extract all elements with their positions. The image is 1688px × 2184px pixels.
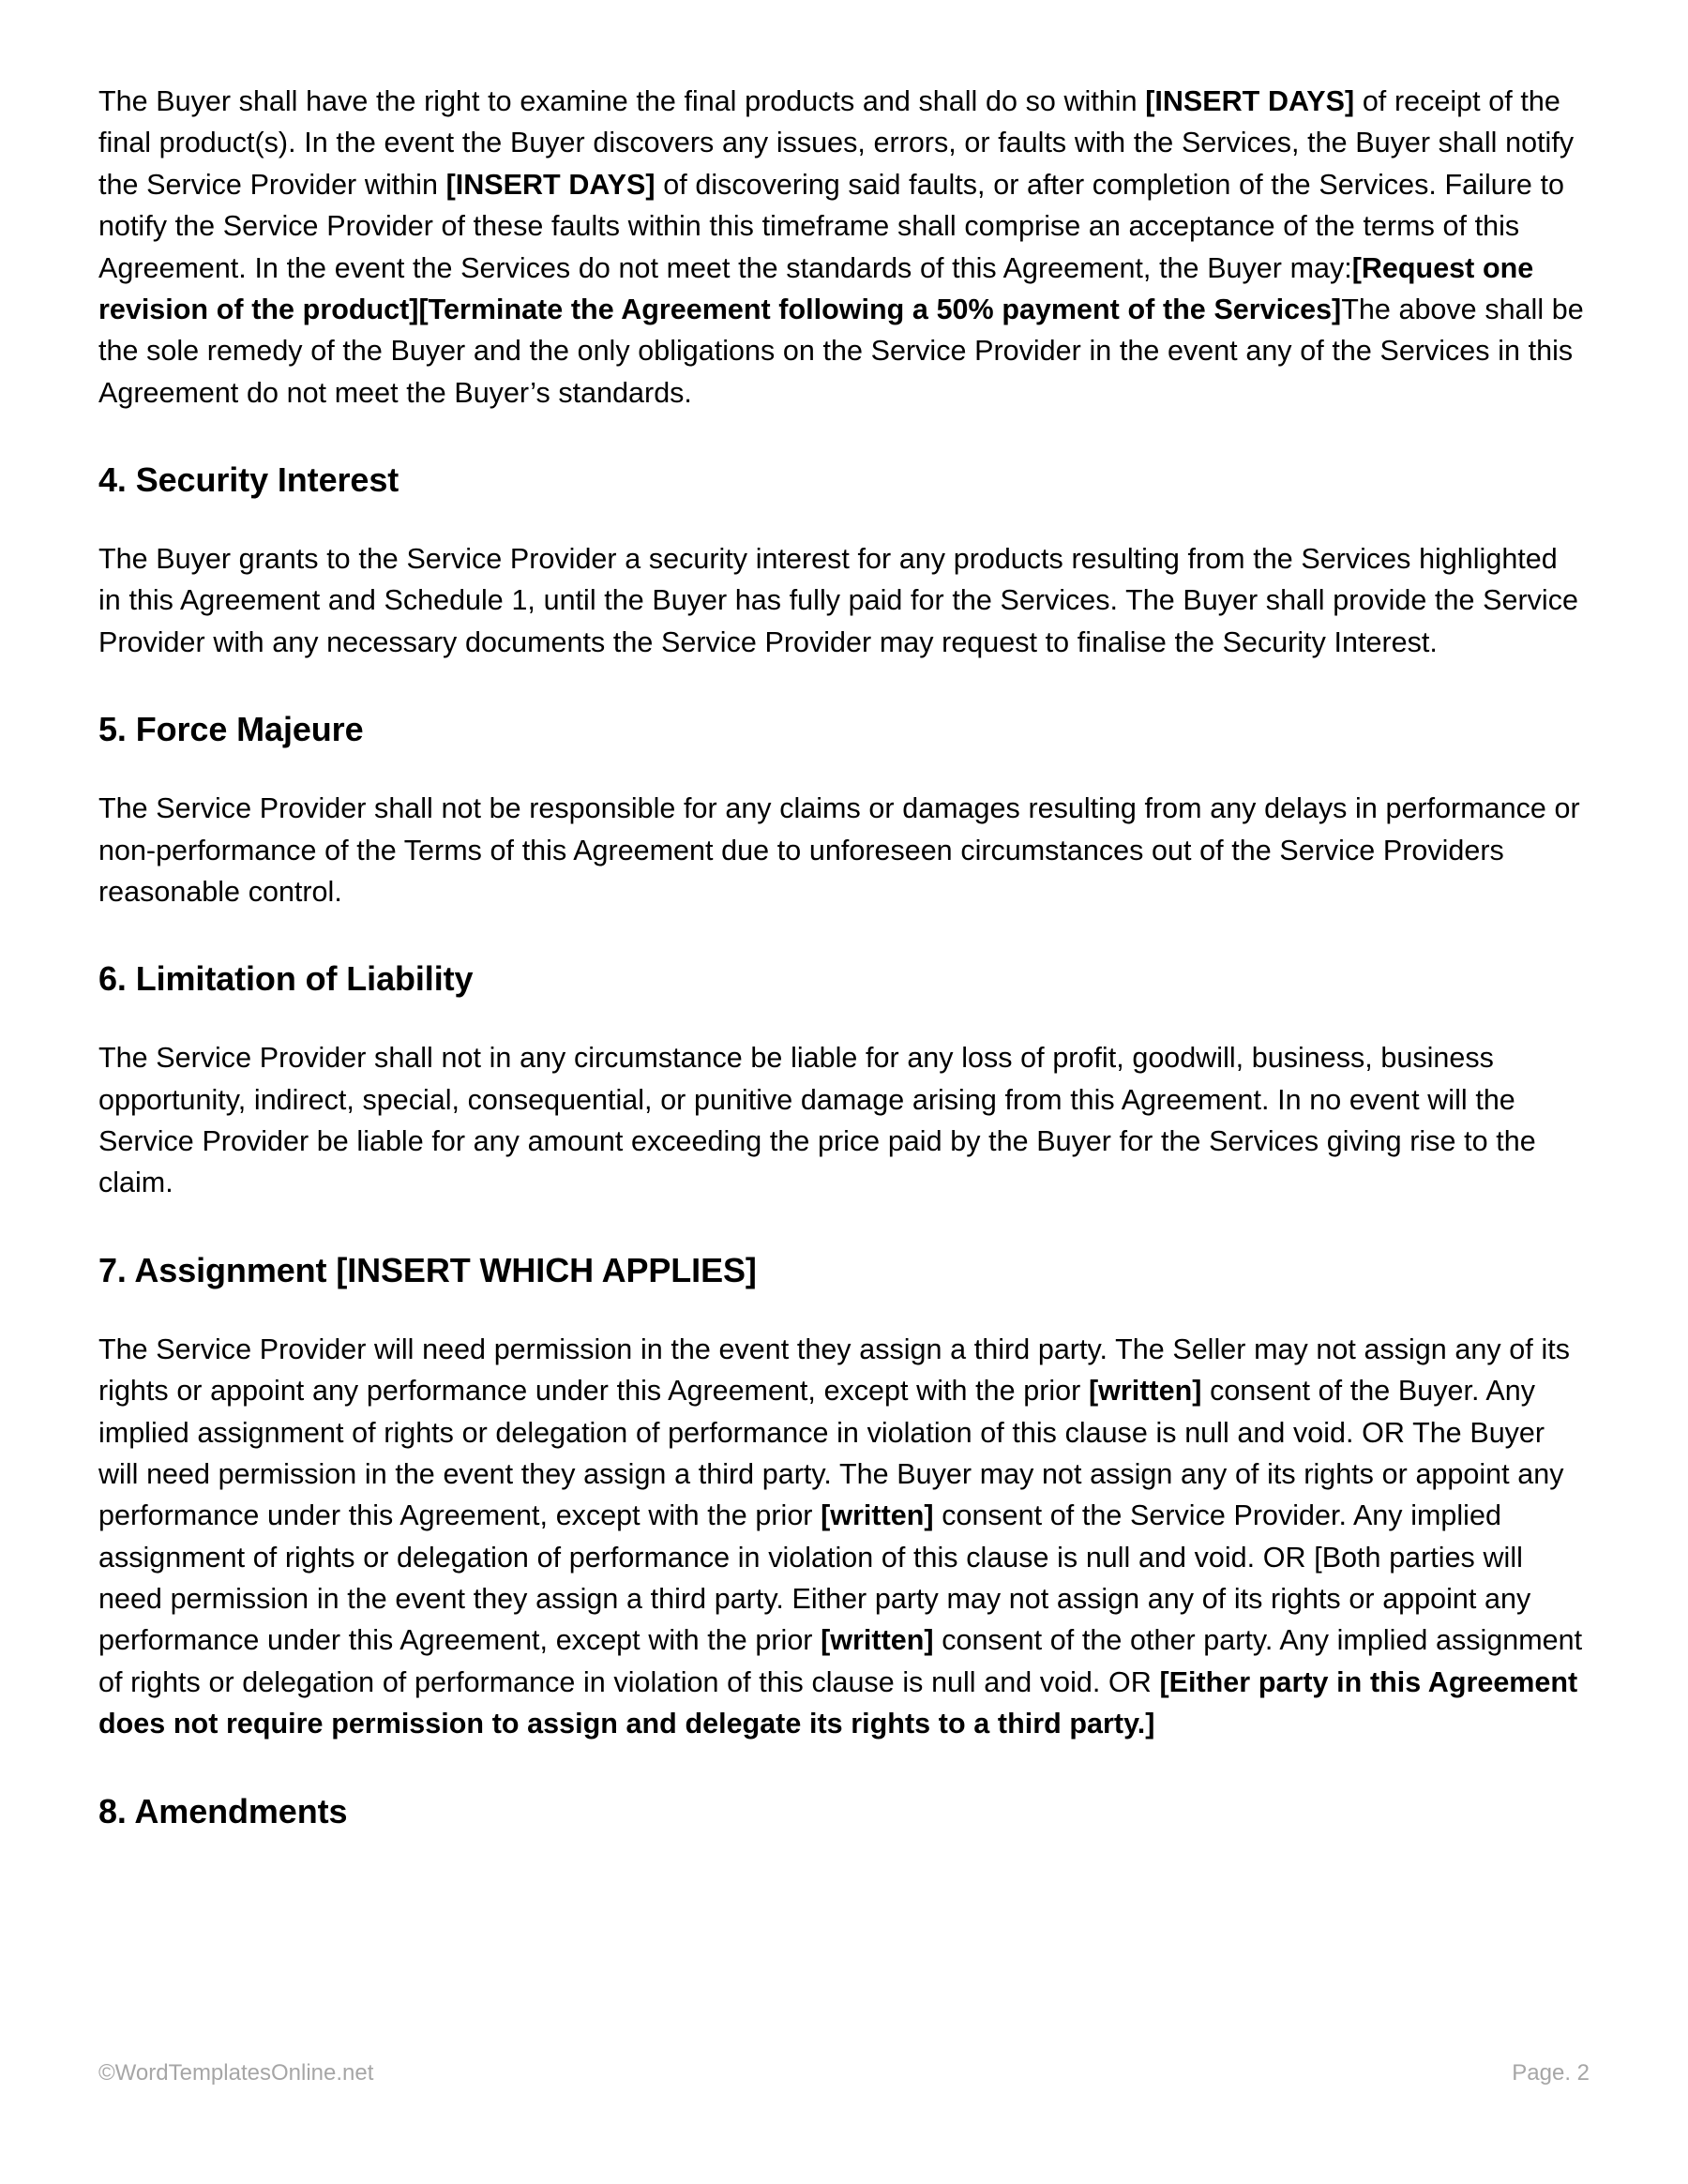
section-heading-amendments: 8. Amendments xyxy=(98,1791,348,1830)
spacer xyxy=(98,414,1586,459)
spacer xyxy=(98,1291,1586,1329)
placeholder-insert-days-2: [INSERT DAYS] xyxy=(445,168,656,201)
page-footer xyxy=(98,2060,1590,2086)
spacer xyxy=(98,912,1586,957)
paragraph-examination-rights xyxy=(98,81,1586,414)
placeholder-terminate-agreement: [Terminate the Agreement following a 50% payment of the Services] xyxy=(418,293,1342,325)
text-run: of discovering said faults, or after completion of the Services. Failure to notify the Service Provider of these faults within this timeframe shall comprise an acceptance of the terms of this Agreement. In the event the Services do not meet the standards of this Agreement, the Buyer may: xyxy=(98,168,1564,284)
spacer xyxy=(98,750,1586,788)
text-run: consent of the Buyer. Any implied assignment of rights or delegation of performance in violation of this clause is null and void. OR The Buyer will need permission in the event they assign a third party. The Buyer may not assign any of its rights or appoint any performance under this Agreement, except with the prior xyxy=(98,1375,1564,1532)
section-heading-security-interest: 4. Security Interest xyxy=(98,460,399,499)
placeholder-insert-days-1: [INSERT DAYS] xyxy=(1145,85,1355,117)
placeholder-written-3: [written] xyxy=(821,1624,934,1657)
paragraph-security-interest: The Buyer grants to the Service Provider a security interest for any products resulting from the Services highlighted in this Agreement and Schedule 1, until the Buyer has fully paid for the Services. The Buyer shall provide the Service Provider with any necessary documents the Service Provider may request to finalise the Security Interest. xyxy=(98,543,1578,658)
placeholder-request-revision: [Request one revision of the product] xyxy=(98,251,1534,325)
text-run: The above shall be the sole remedy of the Buyer and the only obligations on the Service Provider in the event any of the Services in this Agreement do not meet the Buyer’s standards. xyxy=(98,293,1584,409)
text-run: The Buyer shall have the right to examine the final products and shall do so within xyxy=(98,85,1146,117)
paragraph-force-majeure: The Service Provider shall not be responsible for any claims or damages resulting from any delays in performance or non-performance of the Terms of this Agreement due to unforeseen circumstances out of the Service Providers reasonable control. xyxy=(98,792,1580,908)
document-body xyxy=(98,81,1586,1832)
footer-copyright: ©WordTemplatesOnline.net xyxy=(98,2060,374,2086)
placeholder-written-2: [written] xyxy=(821,1499,934,1532)
placeholder-either-party-no-permission: [Either party in this Agreement does not require permission to assign and delegate its rights to a third party.] xyxy=(98,1665,1578,1740)
text-run: consent of the Service Provider. Any implied assignment of rights or delegation of performance in violation of this clause is null and void. OR [Both parties will need permission in the event they assign a third party. Either party may not assign any of its rights or appoint any performance under this Agreement, except with the prior xyxy=(98,1499,1531,1657)
spacer xyxy=(98,1745,1586,1790)
text-run: The Service Provider will need permission in the event they assign a third party. The Seller may not assign any of its rights or appoint any performance under this Agreement, except with the prior xyxy=(98,1333,1570,1408)
spacer xyxy=(98,501,1586,538)
footer-page-number: Page. 2 xyxy=(1512,2060,1590,2086)
section-heading-limitation-of-liability: 6. Limitation of Liability xyxy=(98,959,474,999)
text-run: of receipt of the final product(s). In the event the Buyer discovers any issues, errors, or faults with the Services, the Buyer shall notify the Service Provider within xyxy=(98,85,1575,201)
spacer xyxy=(98,1204,1586,1249)
placeholder-written-1: [written] xyxy=(1089,1375,1202,1408)
text-run: consent of the other party. Any implied assignment of rights or delegation of performance in violation of this clause is null and void. OR xyxy=(98,1624,1583,1698)
paragraph-limitation-of-liability: The Service Provider shall not in any circumstance be liable for any loss of profit, goodwill, business, business opportunity, indirect, special, consequential, or punitive damage arising from this Agreement. In no event will the Service Provider be liable for any amount exceeding the price paid by the Buyer for the Services giving rise to the claim. xyxy=(98,1042,1536,1199)
spacer xyxy=(98,1000,1586,1037)
paragraph-assignment xyxy=(98,1329,1586,1745)
spacer xyxy=(98,663,1586,708)
section-heading-assignment: 7. Assignment [INSERT WHICH APPLIES] xyxy=(98,1250,757,1289)
section-heading-force-majeure: 5. Force Majeure xyxy=(98,710,364,749)
